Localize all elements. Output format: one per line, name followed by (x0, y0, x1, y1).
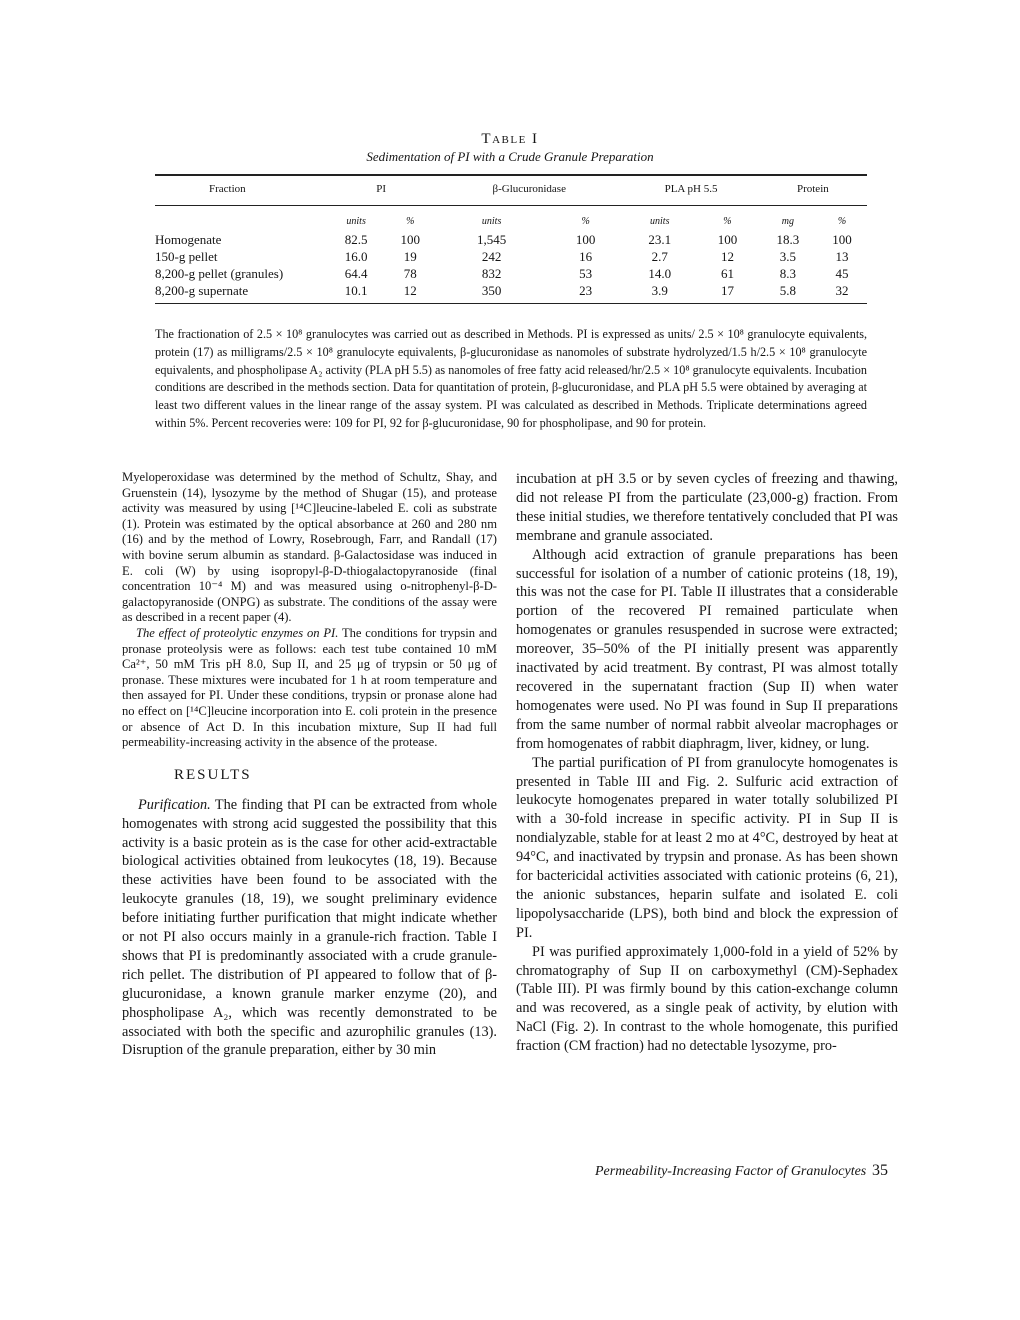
unit-label: % (581, 216, 590, 227)
unit-label: units (481, 216, 502, 227)
proteolytic-heading: The effect of proteolytic enzymes on PI. (136, 625, 339, 640)
table-cell: 82.5 (344, 232, 368, 247)
table-cell: 17 (696, 282, 759, 304)
table-cell: 13 (835, 249, 849, 264)
table-cell: 23 (548, 282, 623, 304)
row-label: 150-g pellet (155, 249, 218, 264)
col-header-glucuronidase: β-Glucuronidase (435, 175, 623, 206)
table-title: Table I (481, 131, 539, 147)
unit-label: % (723, 216, 732, 227)
table-header-row (155, 175, 867, 206)
col-header-pla: PLA pH 5.5 (623, 175, 758, 206)
table-cell: 32 (817, 282, 867, 304)
table-cell: 45 (835, 266, 849, 281)
purification-heading: Purification. (138, 796, 211, 813)
left-column (122, 470, 497, 1060)
page-number: 35 (872, 1162, 888, 1179)
table-cell: 16 (579, 249, 593, 264)
table-cell: 12 (720, 249, 734, 264)
table-cell: 78 (403, 266, 417, 281)
table-cell: 5.8 (759, 282, 817, 304)
table-cell: 14.0 (648, 266, 672, 281)
purification-text: The finding that PI can be extracted from whole homogenates with strong acid suggested the possibility that this activity is a basic protein as is the case for other acid-extractable biological activities obtained from leukocytes (18, 19). Because these activities have been found to be associated with the leukocyte granules (18, 19), we sought preliminary evidence before initiating further purification that might indicate whether or not PI also occurs mainly in a granule-rich fraction. Table I shows that PI is predominantly associated with a crude granule-rich pellet. The distribution of PI appeared to follow that of β-glucuronidase, a known granule marker enzyme (20), and phospholipase A₂, which was recently demonstrated to be associated with both the specific and azurophilic granules (13). Disruption of the granule preparation, either by 30 min (122, 796, 497, 1059)
unit-label: units (650, 216, 670, 227)
paragraph: incubation at pH 3.5 or by seven cycles of freezing and thawing, did not release PI from the particulate (23,000-g) fraction. From these initial studies, we therefore tentatively concluded that PI was membrane and granule associated. (516, 471, 898, 544)
col-header-protein: Protein (759, 175, 867, 206)
table-cell: 18.3 (776, 232, 800, 247)
table-cell: 350 (435, 282, 548, 304)
paragraph: Although acid extraction of granule preparations has been successful for isolation of a number of cationic proteins (18, 19), this was not the case for PI. Table II illustrates that a considerable portion of the recovered PI remained particulate when homogenates or granules resuspended in sucrose were extracted; moreover, 35–50% of the PI initially present was apparently inactivated by acid treatment. By contrast, PI was almost totally recovered in the supernatant fraction (Sup II) when water homogenates were used. No PI was found in Sup II preparations from the same number of normal rabbit alveolar macrophages or from homogenates of rabbit diaphragm, liver, kidney, or lung. (516, 546, 898, 752)
col-header-pi: PI (327, 175, 435, 206)
unit-label: mg (781, 216, 794, 227)
table-footnote: The fractionation of 2.5 × 10⁸ granulocytes was carried out as described in Methods. PI is expressed as units/ 2.5 × 10⁸ granulocyte equivalents, protein (17) as milligrams/2.5 × 10⁸ granulocyte equivalents, β-glucuronidase as nanomoles of substrate hydrolyzed/1.5 h/2.5 × 10⁸ granulocyte equivalents, and phospholipase A₂ activity (PLA pH 5.5) as nanomoles of free fatty acid released/hr/2.5 × 10⁸ granulocyte equivalents. Incubation conditions are described in the methods section. Data for quantitation of protein, β-glucuronidase, and PLA pH 5.5 were obtained by averaging at least two different values in the linear range of the assay system. PI was calculated as described in Methods. Triplicate determinations agreed within 5%. Percent recoveries were: 109 for PI, 92 for β-glucuronidase, 90 for phospholipase, and 90 for protein. (155, 327, 867, 430)
col-header-fraction: Fraction (155, 175, 327, 206)
table-caption: Sedimentation of PI with a Crude Granule Preparation (366, 149, 654, 164)
unit-label: units (346, 216, 366, 227)
methods-paragraph: Myeloperoxidase was determined by the method of Schultz, Shay, and Gruenstein (14), lysozyme by the method of Shugar (15), and protease activity was measured by using [¹⁴C]leucine-labeled E. coli as substrate (1). Protein was estimated by the optical absorbance at 260 and 280 nm (16) and by the method of Lowry, Rosebrough, Farr, and Randall (17) with bovine serum albumin as standard. β-Galactosidase was induced in E. coli (W) by using isopropyl-β-D-thiogalactopyranoside (final concentration 10⁻⁴ M) and was measured using o-nitrophenyl-β-D-galactopyranoside (ONPG) as substrate. The conditions of the assay were as described in a recent paper (4). (122, 470, 497, 625)
running-footer: Permeability-Increasing Factor of Granulocytes (595, 1164, 867, 1179)
proteolytic-paragraph (122, 626, 497, 751)
table-row (155, 248, 867, 265)
table-cell: 61 (720, 266, 734, 281)
unit-label: % (837, 216, 847, 227)
table-row (155, 282, 867, 304)
table-cell: 2.7 (651, 249, 668, 264)
table-cell: 16.0 (344, 249, 368, 264)
table-cell: 3.5 (779, 249, 796, 264)
table-cell: 64.4 (344, 266, 368, 281)
table-cell: 53 (579, 266, 593, 281)
table-cell: 3.9 (623, 282, 696, 304)
table-cell: 19 (403, 249, 417, 264)
row-label: 8,200-g pellet (granules) (155, 266, 284, 281)
right-column (516, 470, 898, 1056)
table-cell: 1,545 (477, 232, 507, 247)
table-cell: 23.1 (648, 232, 672, 247)
table-row (155, 265, 867, 282)
row-label: 8,200-g supernate (155, 282, 327, 304)
table-cell: 242 (481, 249, 502, 264)
row-label: Homogenate (155, 232, 222, 247)
units-row (155, 206, 867, 232)
table-cell: 12 (385, 282, 435, 304)
table-cell: 100 (832, 232, 852, 247)
table-cell: 10.1 (327, 282, 385, 304)
paragraph: PI was purified approximately 1,000-fold in a yield of 52% by chromatography of Sup II on carboxymethyl (CM)-Sephadex (Table III). PI was firmly bound by this cation-exchange column and was recovered, as a single peak of activity, by elution with NaCl (Fig. 2). In contrast to the whole homogenate, this purified fraction (CM fraction) had no detectable lysozyme, pro- (516, 943, 898, 1055)
table-cell: 8.3 (779, 266, 796, 281)
table-cell: 832 (481, 266, 502, 281)
table-cell: 100 (400, 232, 420, 247)
table-cell: 100 (717, 232, 738, 247)
unit-label: % (406, 216, 415, 227)
table-header (150, 130, 870, 166)
results-heading: RESULTS (174, 766, 252, 783)
proteolytic-text: The conditions for trypsin and pronase proteolysis were as follows: each test tube contained 10 mM Ca²⁺, 50 mM Tris pH 8.0, Sup II, and 25 μg of trypsin or 50 μg of pronase. These mixtures were incubated for 1 h at room temperature and then assayed for PI. Under these conditions, trypsin or pronase alone had no effect on [¹⁴C]leucine incorporation into E. coli protein in the presence or absence of Act D. In this incubation mixture, Sup II had full permeability-increasing activity in the absence of the protease. (122, 625, 497, 750)
purification-paragraph (122, 796, 497, 1061)
data-table (155, 174, 867, 304)
table-cell: 100 (575, 232, 596, 247)
paragraph: The partial purification of PI from granulocyte homogenates is presented in Table III and Fig. 2. Sulfuric acid extraction of leukocyte homogenates prepared in water totally solubilized PI with a 30-fold increase in specific activity. PI in Sup II is nondialyzable, stable for at least 2 mo at 4°C, destroyed by heat at 94°C, and inactivated by trypsin and pronase. As has been shown for bactericidal activities associated with cationic proteins (6, 21), the anionic substances, heparin sulfate and isolated E. coli lipopolysaccharide (LPS), both bind and block the expression of PI. (516, 754, 898, 941)
table-row (155, 231, 867, 248)
